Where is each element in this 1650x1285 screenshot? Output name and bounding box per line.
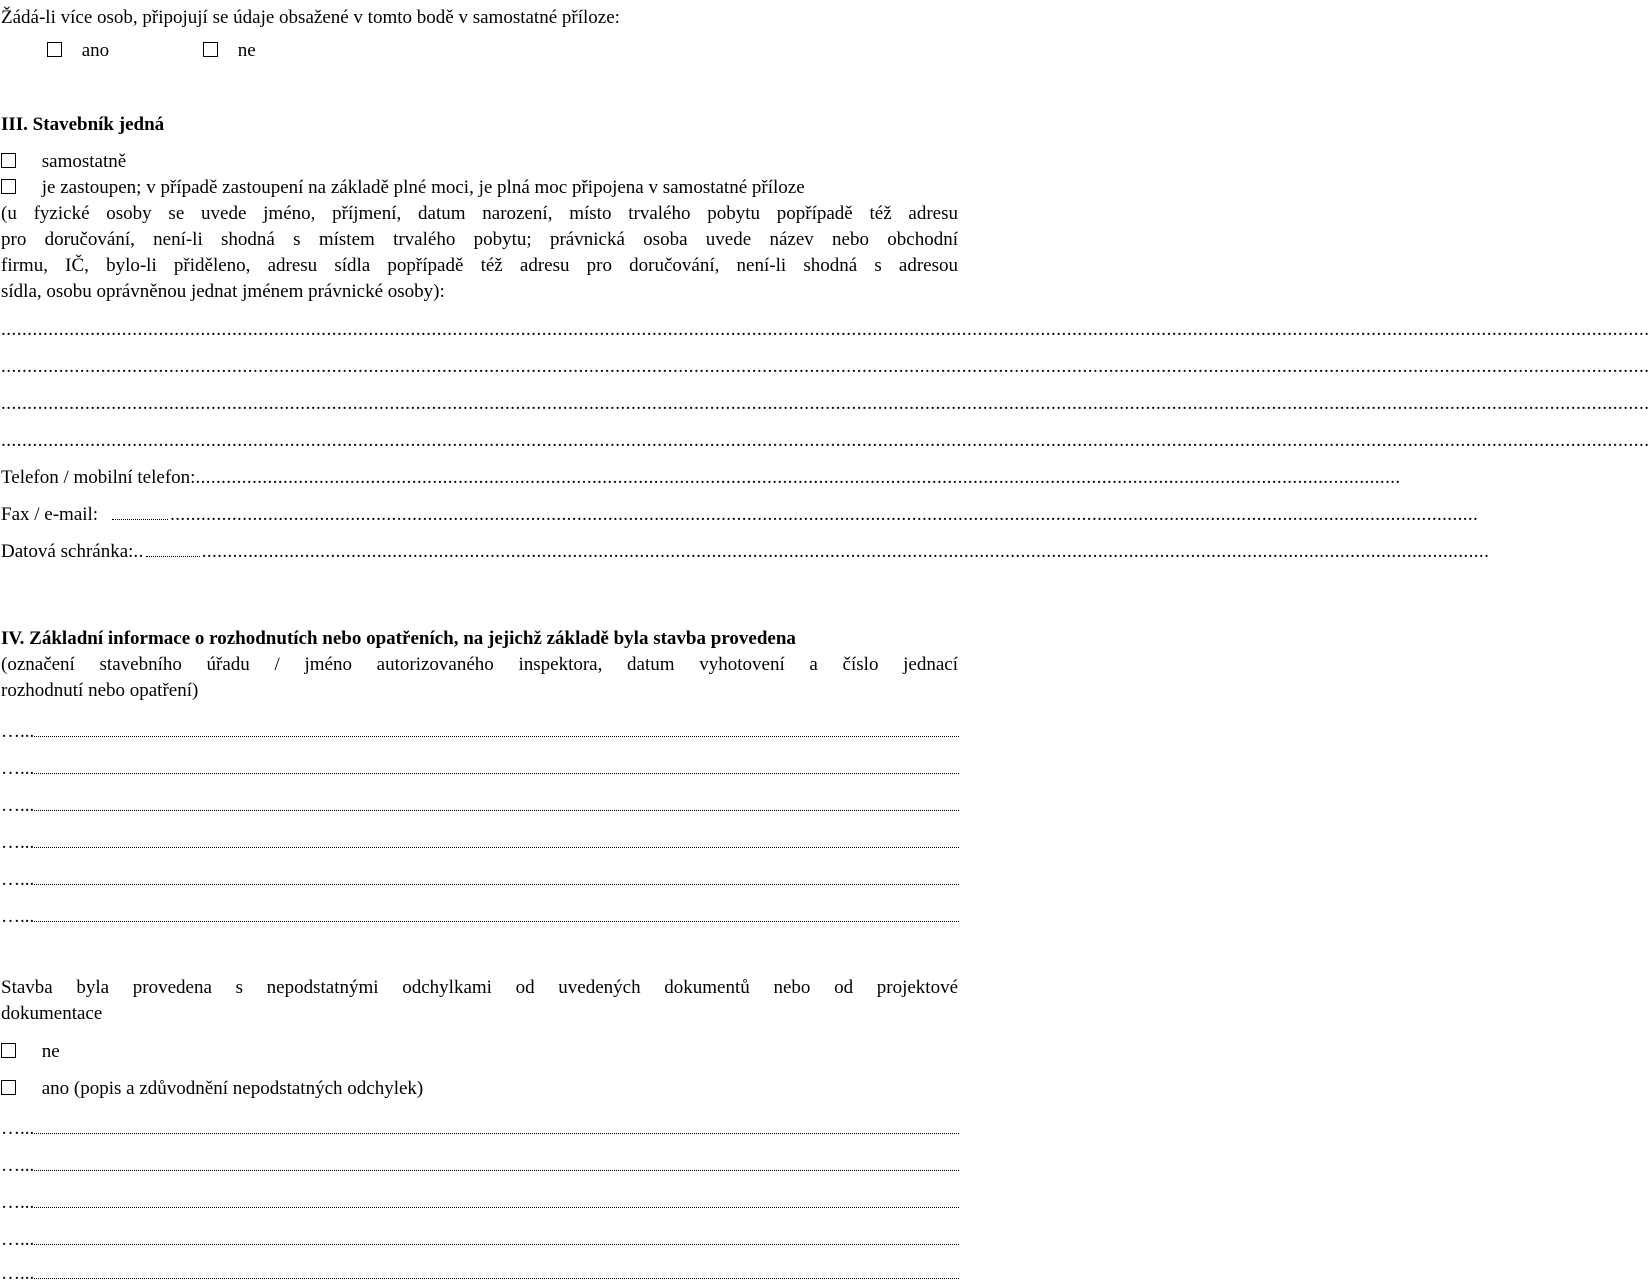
instruction-line-4: sídla, osobu oprávněnou jednat jménem právnické osoby): <box>1 281 445 302</box>
instruction-line-3: firmu, IČ, bylo-li přiděleno, adresu sídla popřípadě též adresu pro doručování, není-li shodná s adresou <box>1 255 958 276</box>
deviation-fill-line-4[interactable]: …... <box>1 1229 958 1251</box>
checkbox-icon[interactable] <box>203 42 218 57</box>
checkbox-icon[interactable] <box>1 153 16 168</box>
section-4-title: Základní informace o rozhodnutích nebo opatřeních, na jejichž základě byla stavba provedena <box>29 628 796 649</box>
deviations-statement-line-2: dokumentace <box>1 1003 103 1024</box>
checkbox-icon[interactable] <box>1 179 16 194</box>
represented-option[interactable] <box>1 177 805 199</box>
section-4-desc-line-1: (označení stavebního úřadu / jméno autorizovaného inspektora, datum vyhotovení a číslo jednací <box>1 654 958 675</box>
decision-fill-line-4[interactable]: …... <box>1 832 958 854</box>
builder-fill-line-4[interactable]: .......................................................................................................................................................................................................................................................................................................................... <box>1 430 1650 451</box>
section-3-heading: III. Stavebník jedná <box>1 114 165 135</box>
alone-option[interactable] <box>1 151 126 173</box>
attachment-yes-option[interactable] <box>47 40 109 62</box>
attachment-question: Žádá-li více osob, připojují se údaje obsažené v tomto bodě v samostatné příloze: <box>1 7 620 28</box>
fax-email-label: Fax / e-mail: <box>1 504 99 525</box>
decision-fill-line-2[interactable]: …... <box>1 758 958 780</box>
deviations-no-label: ne <box>41 1041 60 1062</box>
phone-field[interactable]: Telefon / mobilní telefon:.......................................................................................................................................................................................................................................... <box>1 467 1401 488</box>
deviations-statement-line-1: Stavba byla provedena s nepodstatnými odchylkami od uvedených dokumentů nebo od projektové <box>1 977 958 998</box>
instruction-line-1: (u fyzické osoby se uvede jméno, příjmení, datum narození, místo trvalého pobytu popřípadě též adresu <box>1 203 958 224</box>
instruction-line-2: pro doručování, není-li shodná s místem trvalého pobytu; právnická osoba uvede název nebo obchodní <box>1 229 958 250</box>
alone-label: samostatně <box>41 151 127 172</box>
checkbox-icon[interactable] <box>1 1043 16 1058</box>
deviation-fill-line-3[interactable]: …... <box>1 1192 958 1214</box>
decision-fill-line-3[interactable]: …... <box>1 795 958 817</box>
checkbox-icon[interactable] <box>47 42 62 57</box>
decision-fill-line-6[interactable]: …... <box>1 906 958 928</box>
deviations-yes-label: ano (popis a zdůvodnění nepodstatných odchylek) <box>41 1078 424 1099</box>
deviation-fill-line-5[interactable]: …... <box>1 1263 958 1285</box>
databox-field[interactable]: Datová schránka:.. .......................................................................................................................................................................................................................................................... <box>1 541 1490 562</box>
phone-label: Telefon / mobilní telefon: <box>1 467 196 488</box>
represented-label: je zastoupen; v případě zastoupení na základě plné moci, je plná moc připojena v samostatné příloze <box>41 177 805 198</box>
checkbox-icon[interactable] <box>1 1080 16 1095</box>
fax-email-field[interactable]: Fax / e-mail: .............................................................................................................................................................................................................................................................. <box>1 504 1479 525</box>
attachment-no-option[interactable] <box>203 40 256 62</box>
attachment-no-label: ne <box>237 40 256 61</box>
databox-label: Datová schránka: <box>1 541 134 562</box>
section-4-number: IV. <box>1 628 25 649</box>
builder-fill-line-3[interactable]: .......................................................................................................................................................................................................................................................................................................................... <box>1 393 1650 414</box>
deviations-no-option[interactable] <box>1 1041 60 1063</box>
builder-fill-line-2[interactable]: .......................................................................................................................................................................................................................................................................................................................... <box>1 356 1650 377</box>
section-4-desc-line-2: rozhodnutí nebo opatření) <box>1 680 199 701</box>
decision-fill-line-5[interactable]: …... <box>1 869 958 891</box>
builder-fill-line-1[interactable]: .......................................................................................................................................................................................................................................................................................................................... <box>1 319 1650 340</box>
attachment-yes-label: ano <box>81 40 110 61</box>
decision-fill-line-1[interactable]: …... <box>1 721 958 743</box>
deviation-fill-line-1[interactable]: …... <box>1 1118 958 1140</box>
section-4-heading <box>1 628 796 650</box>
deviation-fill-line-2[interactable]: …... <box>1 1155 958 1177</box>
deviations-yes-option[interactable] <box>1 1078 423 1100</box>
